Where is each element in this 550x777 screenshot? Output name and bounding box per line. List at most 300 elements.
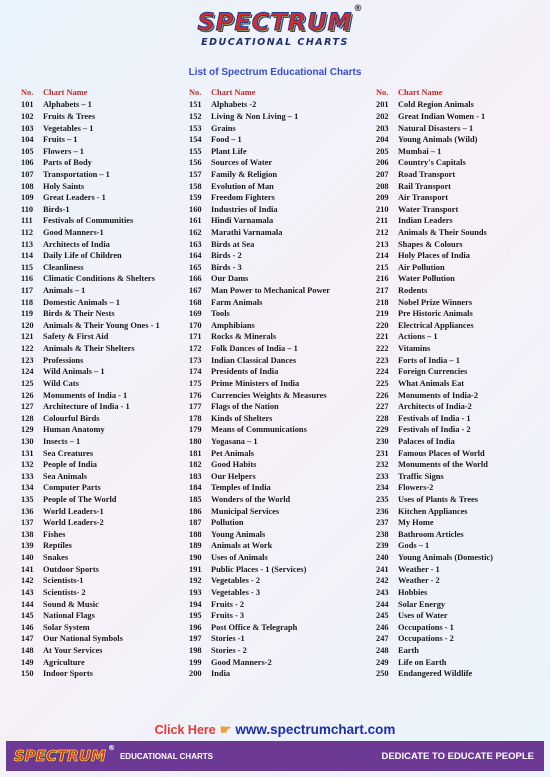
- chart-name: Birds & Their Nests: [43, 309, 115, 319]
- chart-number: 208: [376, 181, 389, 191]
- chart-number: 212: [376, 228, 389, 237]
- chart-list-item: [189, 401, 330, 413]
- chart-name: Foreign Currencies: [398, 367, 468, 377]
- chart-list-item: [21, 203, 160, 215]
- chart-list-item: [376, 587, 493, 599]
- chart-number: 184: [189, 483, 202, 493]
- chart-number: 138: [21, 529, 34, 539]
- footer-subtitle: EDUCATIONAL CHARTS: [119, 751, 213, 761]
- chart-name: Prime Ministers of India: [211, 378, 300, 388]
- chart-list-item: [21, 563, 160, 575]
- chart-list-item: [21, 354, 160, 366]
- chart-name: Holy Saints: [43, 181, 85, 191]
- chart-list-item: [376, 447, 493, 459]
- chart-name: Vegetables – 1: [43, 123, 94, 133]
- chart-list-item: [21, 482, 160, 494]
- chart-list-item: [189, 505, 330, 517]
- chart-number: 140: [21, 553, 34, 563]
- chart-number: 144: [21, 599, 34, 609]
- chart-name: Bathroom Articles: [398, 529, 464, 539]
- chart-number: 183: [189, 471, 202, 481]
- chart-name: Plant Life: [211, 146, 247, 156]
- chart-list-item: [376, 273, 493, 285]
- chart-number: 197: [189, 634, 202, 644]
- chart-name: Birds-1: [43, 204, 70, 214]
- chart-number: 246: [376, 622, 389, 632]
- chart-number: 235: [376, 495, 389, 505]
- chart-list-item: [189, 459, 330, 471]
- chart-name: My Home: [398, 518, 434, 528]
- chart-number: 194: [189, 599, 202, 609]
- chart-list-item: [21, 412, 160, 424]
- chart-list-item: [376, 296, 493, 308]
- chart-name: Holy Places of India: [398, 251, 470, 261]
- chart-name: Good Manners-2: [211, 657, 272, 667]
- chart-number: 241: [376, 564, 389, 574]
- website-url[interactable]: www.spectrumchart.com: [235, 722, 396, 737]
- header-no: No.: [21, 88, 34, 97]
- chart-number: 227: [376, 402, 389, 412]
- chart-name: Food – 1: [211, 135, 242, 145]
- chart-list-item: [376, 412, 493, 424]
- click-here-label[interactable]: Click Here: [154, 723, 216, 737]
- chart-list-item: [21, 494, 160, 506]
- chart-list-item: [376, 494, 493, 506]
- chart-name: Air Transport: [398, 193, 449, 203]
- chart-name: Solar Energy: [398, 599, 446, 609]
- chart-number: 141: [21, 564, 34, 574]
- chart-list-item: [376, 668, 493, 680]
- chart-number: 219: [376, 309, 389, 319]
- chart-name: Alphabets -2: [211, 100, 257, 110]
- chart-name: Reptiles: [43, 541, 72, 551]
- chart-number: 129: [21, 425, 34, 435]
- chart-number: 221: [376, 332, 389, 342]
- chart-number: 172: [189, 344, 202, 354]
- chart-number: 110: [21, 204, 34, 214]
- chart-number: 151: [189, 100, 202, 110]
- chart-number: 167: [189, 286, 202, 296]
- chart-number: 166: [189, 274, 202, 284]
- chart-number: 158: [189, 181, 202, 191]
- pointing-hand-icon: ☛: [219, 722, 232, 737]
- chart-list-item: [376, 285, 493, 297]
- chart-name: Good Habits: [211, 460, 257, 470]
- chart-name: Animals & Their Sounds: [398, 228, 487, 237]
- chart-column-2: [189, 86, 330, 679]
- chart-number: 115: [21, 262, 34, 272]
- header-no: No.: [376, 88, 389, 97]
- chart-list-item: [189, 262, 330, 274]
- chart-number: 119: [21, 309, 34, 319]
- chart-name: Parts of Body: [43, 158, 92, 168]
- chart-name: Human Anatomy: [43, 425, 105, 435]
- chart-number: 147: [21, 634, 34, 644]
- chart-name: Flowers-2: [398, 483, 434, 493]
- chart-name: Temples of India: [211, 483, 271, 493]
- chart-list-item: [189, 471, 330, 483]
- chart-number: 191: [189, 564, 202, 574]
- chart-list-item: [21, 575, 160, 587]
- chart-name: Famous Places of World: [398, 448, 485, 458]
- chart-list-item: [21, 215, 160, 227]
- chart-number: 248: [376, 645, 389, 655]
- chart-number: 143: [21, 587, 34, 597]
- footer-logo-text: SPECTRUM: [14, 747, 106, 765]
- chart-name: Computer Parts: [43, 483, 101, 493]
- chart-number: 132: [21, 460, 34, 470]
- chart-list-item: [376, 354, 493, 366]
- chart-name: Good Manners-1: [43, 228, 104, 237]
- chart-name: Mumbai – 1: [398, 146, 442, 156]
- chart-name: Folk Dances of India – 1: [211, 344, 298, 354]
- chart-list-item: [189, 482, 330, 494]
- chart-column-1: [21, 86, 160, 679]
- chart-name: Animals & Their Young Ones - 1: [43, 320, 160, 330]
- chart-name: Animals at Work: [211, 541, 273, 551]
- chart-name: Snakes: [43, 553, 69, 563]
- chart-list-item: [376, 215, 493, 227]
- chart-name: Vegetables - 3: [211, 587, 261, 597]
- chart-name: Rodents: [398, 286, 428, 296]
- chart-number: 118: [21, 297, 34, 307]
- chart-list-item: [21, 273, 160, 285]
- chart-name: Festivals of India - 1: [398, 413, 471, 423]
- chart-name: Uses of Animals: [211, 553, 268, 563]
- chart-number: 107: [21, 169, 34, 179]
- chart-number: 247: [376, 634, 389, 644]
- chart-number: 240: [376, 553, 389, 563]
- column-header: [189, 86, 330, 99]
- chart-list-item: [189, 308, 330, 320]
- chart-number: 134: [21, 483, 34, 493]
- chart-list-item: [376, 459, 493, 471]
- chart-number: 124: [21, 367, 34, 377]
- chart-number: 224: [376, 367, 389, 377]
- chart-list-item: [21, 331, 160, 343]
- chart-name: Hobbies: [398, 587, 428, 597]
- chart-list-item: [189, 320, 330, 332]
- chart-list-item: [21, 250, 160, 262]
- chart-name: Freedom Fighters: [211, 193, 275, 203]
- chart-list-item: [21, 389, 160, 401]
- chart-list-item: [376, 145, 493, 157]
- chart-list-item: [21, 320, 160, 332]
- chart-list-item: [189, 621, 330, 633]
- footer-tagline: DEDICATE TO EDUCATE PEOPLE: [381, 750, 534, 762]
- chart-number: 117: [21, 286, 34, 296]
- chart-number: 125: [21, 378, 34, 388]
- chart-list-item: [189, 656, 330, 668]
- chart-number: 188: [189, 529, 202, 539]
- chart-number: 112: [21, 228, 34, 237]
- chart-number: 159: [189, 193, 202, 203]
- chart-list-item: [189, 668, 330, 680]
- chart-name: Forts of India – 1: [398, 355, 460, 365]
- chart-number: 245: [376, 611, 389, 621]
- chart-list-item: [21, 145, 160, 157]
- chart-list-item: [376, 331, 493, 343]
- chart-list-item: [376, 575, 493, 587]
- chart-list-item: [21, 238, 160, 250]
- chart-list-item: [189, 529, 330, 541]
- chart-list-item: [21, 262, 160, 274]
- chart-name: World Leaders-1: [43, 506, 104, 516]
- chart-number: 139: [21, 541, 34, 551]
- chart-list-item: [189, 517, 330, 529]
- chart-name: Vegetables - 2: [211, 576, 261, 586]
- chart-name: Public Places - 1 (Services): [211, 564, 307, 574]
- chart-number: 178: [189, 413, 202, 423]
- chart-name: Our Helpers: [211, 471, 256, 481]
- chart-number: 131: [21, 448, 34, 458]
- chart-name: Young Animals (Domestic): [398, 553, 493, 563]
- chart-number: 136: [21, 506, 34, 516]
- chart-number: 155: [189, 146, 202, 156]
- chart-name: Agriculture: [43, 657, 85, 667]
- chart-name: Vitamins: [398, 344, 431, 354]
- chart-number: 109: [21, 193, 34, 203]
- chart-number: 170: [189, 320, 202, 330]
- chart-name: Outdoor Sports: [43, 564, 99, 574]
- chart-list-item: [21, 656, 160, 668]
- chart-number: 113: [21, 239, 34, 249]
- chart-list-item: [189, 180, 330, 192]
- chart-list-item: [189, 145, 330, 157]
- chart-name: Uses of Plants & Trees: [398, 495, 479, 505]
- chart-name: Municipal Services: [211, 506, 280, 516]
- chart-number: 120: [21, 320, 34, 330]
- chart-name: Rocks & Minerals: [211, 332, 277, 342]
- chart-name: Occupations - 1: [398, 622, 454, 632]
- registered-mark: ®: [353, 4, 364, 14]
- chart-name: Fruits & Trees: [43, 111, 96, 121]
- chart-name: Fruits – 1: [43, 135, 78, 145]
- chart-number: 226: [376, 390, 389, 400]
- spectrum-logo: [197, 4, 364, 36]
- chart-number: 105: [21, 146, 34, 156]
- chart-number: 237: [376, 518, 389, 528]
- logo-subtitle: EDUCATIONAL CHARTS: [201, 37, 349, 48]
- chart-number: 201: [376, 100, 389, 110]
- click-here-link[interactable]: [0, 722, 550, 738]
- chart-number: 114: [21, 251, 34, 261]
- chart-name: Amphibians: [211, 320, 255, 330]
- chart-number: 179: [189, 425, 202, 435]
- chart-list-item: [376, 203, 493, 215]
- chart-list-item: [21, 192, 160, 204]
- chart-list-item: [189, 331, 330, 343]
- footer-logo: [14, 744, 115, 765]
- chart-number: 249: [376, 657, 389, 667]
- header-logo: [0, 4, 550, 48]
- chart-list-item: [21, 447, 160, 459]
- chart-name: Young Animals: [211, 529, 266, 539]
- chart-name: What Animals Eat: [398, 378, 465, 388]
- chart-list-item: [21, 401, 160, 413]
- chart-number: 153: [189, 123, 202, 133]
- chart-list-item: [21, 227, 160, 239]
- chart-number: 133: [21, 471, 34, 481]
- chart-number: 220: [376, 320, 389, 330]
- chart-number: 210: [376, 204, 389, 214]
- chart-list-item: [189, 366, 330, 378]
- chart-number: 127: [21, 402, 34, 412]
- chart-list-item: [376, 180, 493, 192]
- chart-number: 250: [376, 669, 389, 679]
- chart-name: National Flags: [43, 611, 95, 621]
- chart-number: 121: [21, 332, 34, 342]
- chart-list-item: [21, 587, 160, 599]
- chart-number: 157: [189, 169, 202, 179]
- chart-list-item: [376, 540, 493, 552]
- chart-name: Industries of India: [211, 204, 278, 214]
- chart-list-item: [189, 296, 330, 308]
- chart-number: 169: [189, 309, 202, 319]
- page-title: List of Spectrum Educational Charts: [188, 67, 362, 78]
- chart-list-item: [189, 598, 330, 610]
- chart-number: 216: [376, 274, 389, 284]
- chart-list-item: [376, 227, 493, 239]
- chart-name: Means of Communications: [211, 425, 307, 435]
- chart-number: 192: [189, 576, 202, 586]
- chart-list-item: [189, 354, 330, 366]
- chart-name: Endangered Wildlife: [398, 669, 473, 679]
- chart-list-item: [189, 343, 330, 355]
- chart-name: Architects of India-2: [398, 402, 472, 412]
- chart-name: Uses of Water: [398, 611, 448, 621]
- chart-number: 190: [189, 553, 202, 563]
- chart-list-item: [21, 122, 160, 134]
- chart-list-item: [21, 366, 160, 378]
- chart-name: Alphabets – 1: [43, 100, 92, 110]
- chart-number: 160: [189, 204, 202, 214]
- chart-name: Post Office & Telegraph: [211, 622, 298, 632]
- chart-name: Man Power to Mechanical Power: [211, 286, 330, 296]
- chart-name: Our National Symbols: [43, 634, 123, 644]
- chart-name: Kitchen Appliances: [398, 506, 468, 516]
- chart-list-item: [189, 169, 330, 181]
- chart-list-item: [376, 517, 493, 529]
- chart-name: Wonders of the World: [211, 495, 291, 505]
- chart-name: Domestic Animals – 1: [43, 297, 120, 307]
- chart-list-item: [376, 482, 493, 494]
- chart-list-item: [21, 645, 160, 657]
- chart-number: 171: [189, 332, 202, 342]
- chart-list-item: [376, 308, 493, 320]
- chart-name: Fruits - 2: [211, 599, 245, 609]
- chart-number: 165: [189, 262, 202, 272]
- chart-number: 229: [376, 425, 389, 435]
- chart-list-item: [189, 378, 330, 390]
- chart-number: 243: [376, 587, 389, 597]
- chart-name: Nobel Prize Winners: [398, 297, 473, 307]
- chart-name: Animals – 1: [43, 286, 86, 296]
- chart-list-item: [21, 471, 160, 483]
- chart-number: 236: [376, 506, 389, 516]
- chart-number: 233: [376, 471, 389, 481]
- chart-name: Pet Animals: [211, 448, 255, 458]
- chart-list-item: [189, 192, 330, 204]
- logo-text: SPECTRUM: [197, 8, 353, 36]
- chart-number: 244: [376, 599, 389, 609]
- chart-number: 225: [376, 378, 389, 388]
- chart-list-item: [189, 134, 330, 146]
- chart-name: Air Pollution: [398, 262, 445, 272]
- chart-number: 206: [376, 158, 389, 168]
- chart-number: 181: [189, 448, 202, 458]
- chart-number: 104: [21, 135, 34, 145]
- chart-list-item: [189, 424, 330, 436]
- chart-list-item: [189, 563, 330, 575]
- chart-list-item: [376, 250, 493, 262]
- chart-name: Road Transport: [398, 169, 456, 179]
- chart-name: Living & Non Living – 1: [211, 111, 299, 121]
- chart-name: Water Pollution: [398, 274, 455, 284]
- chart-number: 142: [21, 576, 34, 586]
- chart-name: World Leaders-2: [43, 518, 104, 528]
- chart-list-item: [376, 552, 493, 564]
- chart-number: 187: [189, 518, 202, 528]
- chart-name: Colourful Birds: [43, 413, 100, 423]
- chart-number: 108: [21, 181, 34, 191]
- chart-number: 145: [21, 611, 34, 621]
- chart-list-item: [189, 575, 330, 587]
- chart-list-item: [376, 598, 493, 610]
- chart-name: Solar System: [43, 622, 90, 632]
- chart-list-item: [189, 273, 330, 285]
- chart-number: 204: [376, 135, 389, 145]
- chart-list-item: [21, 598, 160, 610]
- chart-list-item: [189, 227, 330, 239]
- chart-name: Architecture of India - 1: [43, 402, 130, 412]
- chart-list-item: [21, 424, 160, 436]
- chart-number: 205: [376, 146, 389, 156]
- chart-number: 198: [189, 645, 202, 655]
- chart-list-item: [376, 157, 493, 169]
- chart-number: 242: [376, 576, 389, 586]
- chart-number: 101: [21, 100, 34, 110]
- chart-name: Transportation – 1: [43, 169, 110, 179]
- chart-name: Kinds of Shelters: [211, 413, 273, 423]
- chart-name: Sound & Music: [43, 599, 99, 609]
- chart-number: 150: [21, 669, 34, 679]
- chart-name: Grains: [211, 123, 236, 133]
- chart-name: Pre Historic Animals: [398, 309, 473, 319]
- chart-name: Weather - 1: [398, 564, 440, 574]
- chart-number: 103: [21, 123, 34, 133]
- column-header: [376, 86, 493, 99]
- chart-name: Great Indian Women - 1: [398, 111, 486, 121]
- chart-name: Climatic Conditions & Shelters: [43, 274, 155, 284]
- chart-list-item: [376, 262, 493, 274]
- chart-name: Pollution: [211, 518, 244, 528]
- chart-number: 195: [189, 611, 202, 621]
- chart-name: Birds - 2: [211, 251, 242, 261]
- chart-list-item: [376, 192, 493, 204]
- chart-name: Safety & First Aid: [43, 332, 109, 342]
- chart-list-item: [376, 563, 493, 575]
- chart-number: 239: [376, 541, 389, 551]
- chart-list-item: [21, 285, 160, 297]
- chart-name: Hindi Varnamala: [211, 216, 274, 226]
- chart-number: 175: [189, 378, 202, 388]
- chart-number: 211: [376, 216, 389, 226]
- chart-list-item: [189, 285, 330, 297]
- chart-name: Daily Life of Children: [43, 251, 122, 261]
- chart-name: Birds at Sea: [211, 239, 255, 249]
- chart-name: Palaces of India: [398, 436, 455, 446]
